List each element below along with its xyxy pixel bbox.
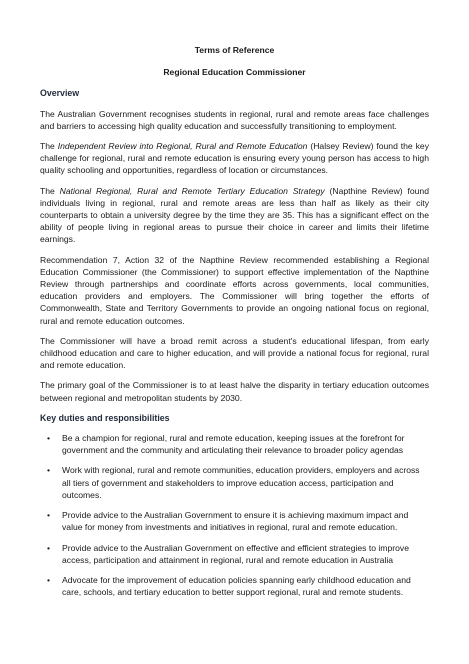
- paragraph-5: The Commissioner will have a broad remit across a student's educational lifespan, from early childhood education and care to higher education, and will provide a national focus for regional, rural and remote education.: [40, 335, 429, 371]
- overview-heading: Overview: [40, 88, 80, 99]
- paragraph-2: [40, 140, 429, 177]
- paragraph-3: [40, 185, 429, 246]
- paragraph-3-prefix: The: [40, 185, 60, 196]
- paragraph-2-suffix: (Halsey Review) found the key challenge for regional, rural and remote education is ensuring every young person has access to high quality schooling and opportunities, regardless of location or circumstances.: [40, 141, 429, 176]
- duties-list: [40, 432, 429, 598]
- bullet-icon: •: [47, 510, 51, 521]
- list-item: [40, 509, 429, 533]
- bullet-icon: •: [47, 465, 51, 476]
- list-item-text: Work with regional, rural and remote communities, education providers, employers and across all tiers of government and stakeholders to improve education access, participation and outcomes.: [62, 465, 420, 500]
- duties-heading: Key duties and responsibilities: [40, 412, 170, 423]
- paragraph-2-prefix: The: [40, 141, 58, 152]
- list-item-text: Be a champion for regional, rural and remote education, keeping issues at the forefront for government and the community and articulating their relevance to broader policy agendas: [62, 433, 405, 456]
- paragraph-6: The primary goal of the Commissioner is to at least halve the disparity in tertiary education outcomes between regional and metropolitan students by 2030.: [40, 380, 429, 403]
- document-title: Terms of Reference: [194, 45, 275, 55]
- paragraph-1: The Australian Government recognises students in regional, rural and remote areas face challenges and barriers to accessing high quality education and successfully transitioning to employment.: [40, 108, 429, 131]
- list-item: [40, 542, 429, 566]
- list-item-text: Provide advice to the Australian Government to ensure it is achieving maximum impact and value for money from investments and initiatives in regional, rural and remote education.: [62, 510, 409, 533]
- list-item-text: Provide advice to the Australian Government on effective and efficient strategies to improve access, participation and attainment in regional, rural and remote education in Australia: [62, 542, 409, 565]
- list-item-text: Advocate for the improvement of education policies spanning early childhood education and care, schools, and tertiary education to better support regional, rural and remote students.: [62, 574, 411, 598]
- paragraph-4: Recommendation 7, Action 32 of the Napthine Review recommended establishing a Regional Education Commissioner (the Commissioner) to support effective implementation of the Napthine Review through partnerships and coordinate efforts across governments, local communities, education providers and employers. The Commissioner will bring together the efforts of Commonwealth, State and Territory Governments to provide an ongoing national focus on regional, rural and remote education outcomes.: [40, 254, 429, 326]
- list-item: [40, 574, 429, 598]
- napthine-review-title: National Regional, Rural and Remote Tertiary Education Strategy: [59, 185, 325, 196]
- list-item: [40, 464, 429, 501]
- bullet-icon: •: [47, 574, 51, 585]
- bullet-icon: •: [47, 433, 51, 444]
- halsey-review-title: Independent Review into Regional, Rural and Remote Education: [57, 141, 308, 152]
- paragraph-3-suffix: (Napthine Review) found individuals living in regional, rural and remote areas are less than half as likely as their city counterparts to obtain a university degree by the time they are 35. This has a significant effect on the ability of people living in regional areas to pursue their choice in career and limits their lifetime earnings.: [40, 185, 429, 245]
- list-item: [40, 432, 429, 456]
- bullet-icon: •: [47, 542, 51, 553]
- document-subtitle: Regional Education Commissioner: [163, 67, 306, 78]
